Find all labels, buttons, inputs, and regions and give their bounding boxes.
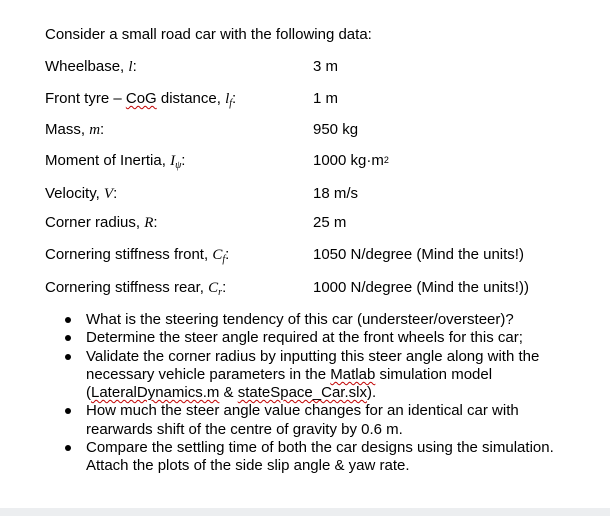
param-value: 950 kg — [313, 121, 359, 138]
param-label: Front tyre – CoG distance, $l_f$: — [45, 90, 237, 109]
param-row-stiffness-front — [45, 246, 605, 266]
param-value: 25 m — [313, 214, 347, 231]
list-item: What is the steering tendency of this car (understeer/oversteer)? — [62, 311, 582, 329]
list-item: Validate the corner radius by inputting this steer angle along with the necessary vehicle parameters in the Matlab simulation model (LateralDynamics.m & stateSpace_Car.slx). — [62, 348, 582, 403]
param-label: Mass, m: — [45, 121, 105, 138]
param-label: Moment of Inertia, $I_\psi$: — [45, 152, 186, 171]
file-name-slx: stateSpace_Car.slx — [237, 384, 367, 402]
bottom-border — [0, 508, 610, 516]
param-label: Wheelbase, l: — [45, 58, 137, 75]
param-value: 1000 $kg\cdot m^2$ — [313, 152, 389, 169]
param-label: Corner radius, R: — [45, 214, 158, 231]
param-value: 1 m — [313, 90, 339, 107]
list-item: Compare the settling time of both the car designs using the simulation. Attach the plots of the side slip angle & yaw rate. — [62, 439, 582, 476]
param-value: 18 m/s — [313, 185, 359, 202]
param-row-inertia — [45, 152, 605, 172]
param-value: 1000 N/degree (Mind the units!)) — [313, 279, 529, 296]
param-value: 3 m — [313, 58, 339, 75]
param-row-velocity — [45, 185, 605, 205]
list-item: Determine the steer angle required at the front wheels for this car; — [62, 329, 582, 347]
intro-text: Consider a small road car with the following data: — [45, 26, 372, 43]
param-value: 1050 N/degree (Mind the units!) — [313, 246, 524, 263]
param-row-wheelbase — [45, 58, 605, 78]
param-label: Cornering stiffness rear, $C_r$: — [45, 279, 227, 298]
param-row-mass — [45, 121, 605, 141]
param-row-stiffness-rear — [45, 279, 605, 299]
question-list — [62, 311, 582, 476]
matlab-word: Matlab — [330, 365, 376, 383]
param-label: Cornering stiffness front, $C_f$: — [45, 246, 230, 265]
param-label: Velocity, V: — [45, 185, 118, 202]
param-row-front-distance — [45, 90, 605, 110]
param-row-corner-radius — [45, 214, 605, 234]
list-item: How much the steer angle value changes for an identical car with rearwards shift of the centre of gravity by 0.6 m. — [62, 402, 582, 439]
file-name-m: LateralDynamics.m — [91, 384, 220, 402]
